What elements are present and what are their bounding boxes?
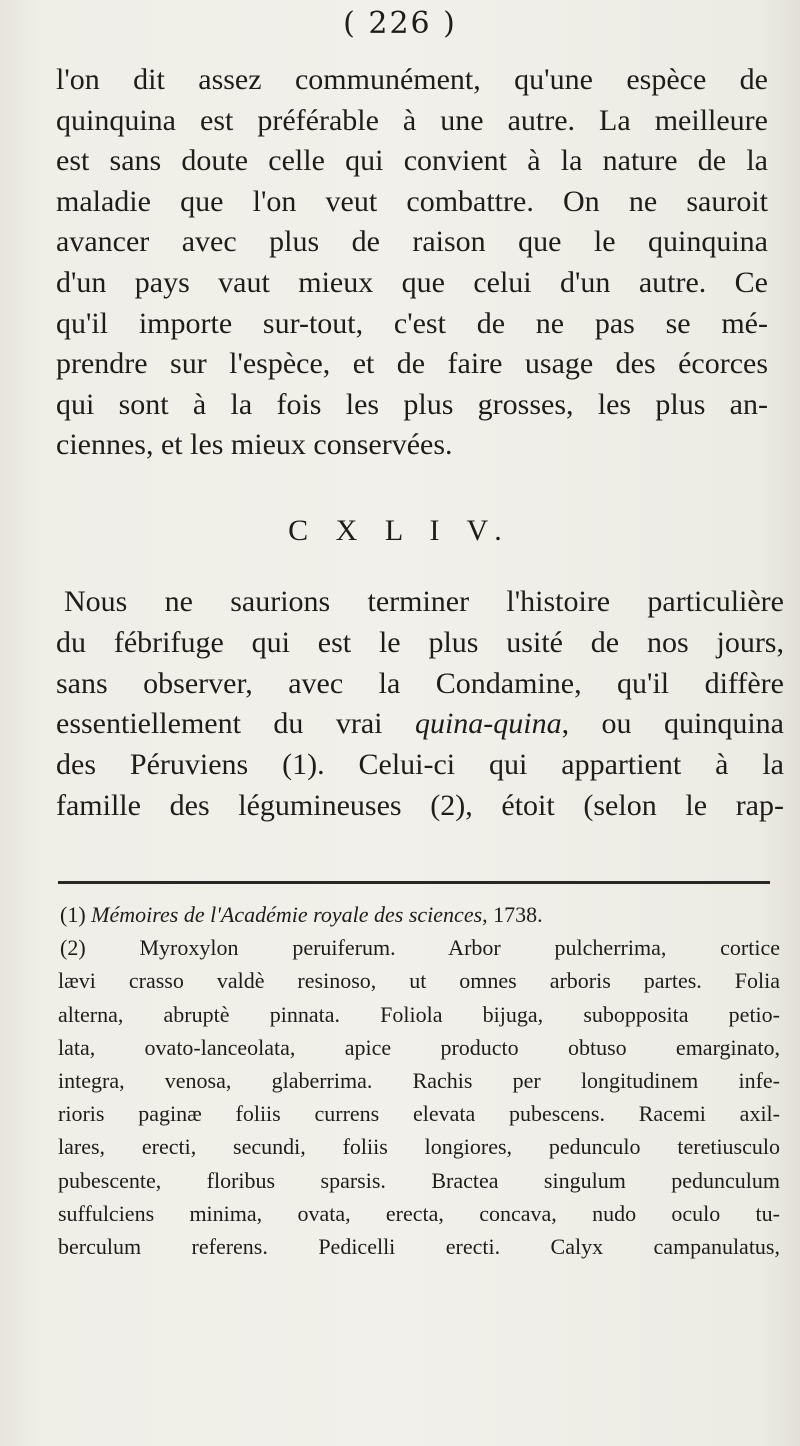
footnote-year: , 1738. — [482, 902, 543, 927]
italic-term: quina-quina — [414, 707, 562, 741]
text-line: famille des légumineuses (2), étoit (selon le rap- — [56, 788, 784, 822]
footnote-2-line: pubescente, floribus sparsis. Bractea singulum pedunculum — [58, 1167, 780, 1193]
text-line: ciennes, et les mieux conservées. — [56, 428, 453, 462]
footnote-2-line: lævi crasso valdè resinoso, ut omnes arboris partes. Folia — [58, 968, 780, 994]
paragraph-1 — [56, 60, 768, 466]
text-line: prendre sur l'espèce, et de faire usage des écorces — [56, 347, 768, 381]
footnote-source: Mémoires de l'Académie royale des sciences — [91, 902, 483, 927]
footnote-1 — [58, 898, 780, 931]
text-line: l'on dit assez communément, qu'une espèce de — [56, 63, 768, 96]
text-line: des Péruviens (1). Celui-ci qui appartient à la — [56, 748, 784, 782]
text-segment: , ou quinquina — [561, 707, 784, 741]
footnotes — [58, 898, 780, 1263]
footnote-2-line: lata, ovato-lanceolata, apice producto obtuso emarginato, — [58, 1034, 780, 1060]
text-line: qu'il importe sur-tout, c'est de ne pas se mé- — [56, 306, 768, 340]
page-number: ( 226 ) — [343, 6, 457, 41]
text-line: est sans doute celle qui convient à la nature de la — [56, 144, 768, 178]
text-line: maladie que l'on veut combattre. On ne sauroit — [56, 184, 768, 218]
paragraph-2 — [56, 582, 784, 827]
footnote-divider — [58, 881, 770, 884]
footnote-marker: (1) — [60, 902, 86, 927]
text-segment: essentiellement du vrai — [56, 707, 415, 741]
footnote-marker: (2) — [60, 935, 86, 961]
text-line: avancer avec plus de raison que le quinquina — [56, 225, 768, 259]
footnote-2-line: lares, erecti, secundi, foliis longiores, pedunculo teretiusculo — [58, 1134, 780, 1160]
text-line: sans observer, avec la Condamine, qu'il diffère — [56, 666, 784, 700]
text-line: quinquina est préférable à une autre. La meilleure — [56, 103, 768, 137]
text-line — [56, 704, 784, 745]
footnote-2-line: integra, venosa, glaberrima. Rachis per longitudinem infe- — [58, 1068, 780, 1094]
footnote-2-line: berculum referens. Pedicelli erecti. Calyx campanulatus, — [58, 1234, 780, 1260]
footnote-2-line: alterna, abruptè pinnata. Foliola bijuga, subopposita petio- — [58, 1001, 780, 1027]
footnote-2-line: suffulciens minima, ovata, erecta, concava, nudo oculo tu- — [58, 1200, 780, 1226]
text-line: qui sont à la fois les plus grosses, les plus an- — [56, 387, 768, 421]
text-line: du fébrifuge qui est le plus usité de nos jours, — [56, 625, 784, 659]
footnote-2-line: rioris paginæ foliis currens elevata pubescens. Racemi axil- — [58, 1101, 780, 1127]
text-line: Nous ne saurions terminer l'histoire particulière — [64, 585, 784, 618]
section-heading: C X L I V. — [288, 514, 512, 547]
footnote-2-line — [58, 931, 780, 964]
footnote-text: Myroxylon peruiferum. Arbor pulcherrima, cortice — [139, 935, 781, 961]
text-line: d'un pays vaut mieux que celui d'un autre. Ce — [56, 265, 768, 299]
